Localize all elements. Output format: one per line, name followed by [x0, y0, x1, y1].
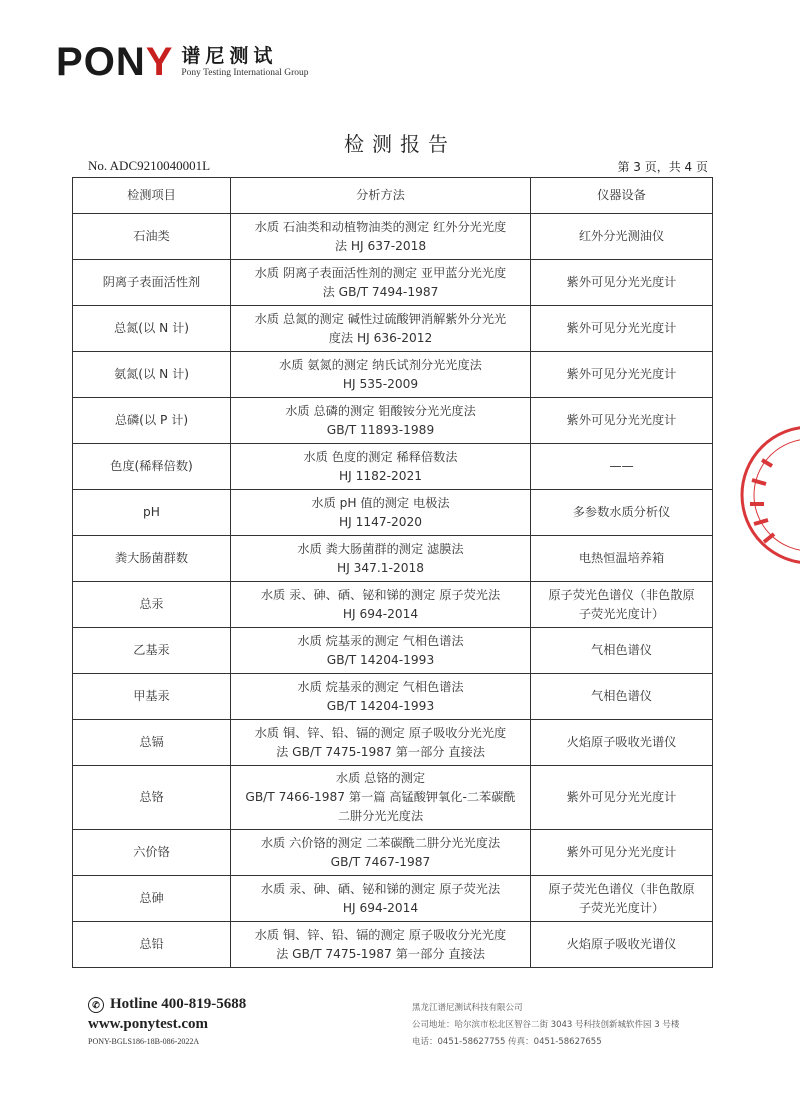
cell-analysis-method: [231, 214, 531, 260]
cell-test-item: 总砷: [73, 876, 231, 922]
method-line: HJ 347.1-2018: [337, 560, 424, 575]
cell-instrument: [531, 444, 713, 490]
method-line: 水质 汞、砷、硒、铋和锑的测定 原子荧光法: [260, 587, 501, 602]
cell-analysis-method: [231, 582, 531, 628]
method-line: HJ 1182-2021: [338, 468, 423, 483]
cell-instrument: [531, 876, 713, 922]
method-line: 水质 总氮的测定 碱性过硫酸钾消解紫外分光光: [254, 311, 507, 326]
logo-english-name: Pony Testing International Group: [181, 68, 309, 79]
method-line: 水质 pH 值的测定 电极法: [311, 495, 450, 510]
table-row: [73, 628, 713, 674]
method-line: 水质 总铬的测定: [335, 771, 426, 785]
cell-analysis-method: [231, 628, 531, 674]
cell-test-item: 乙基汞: [73, 628, 231, 674]
instrument-line: 电热恒温培养箱: [578, 551, 665, 565]
website-text: www.ponytest.com: [88, 1016, 208, 1032]
hotline-text: Hotline 400-819-5688: [110, 996, 247, 1012]
cell-instrument: [531, 214, 713, 260]
logo-text-block: [181, 46, 308, 79]
table-row: [73, 674, 713, 720]
cell-instrument: [531, 260, 713, 306]
method-line: GB/T 14204-1993: [326, 652, 435, 667]
cell-instrument: [531, 628, 713, 674]
instrument-line: 火焰原子吸收光谱仪: [566, 735, 677, 749]
cell-analysis-method: [231, 490, 531, 536]
phone-icon: ✆: [88, 997, 104, 1013]
method-line: 水质 氨氮的测定 纳氏试剂分光光度法: [279, 357, 482, 372]
cell-analysis-method: [231, 876, 531, 922]
method-line: 水质 总磷的测定 钼酸铵分光光度法: [285, 403, 476, 418]
method-line: 法 GB/T 7494-1987: [322, 284, 439, 299]
table-body: [73, 214, 713, 968]
method-line: 水质 阴离子表面活性剂的测定 亚甲蓝分光光度: [254, 265, 507, 280]
method-line: HJ 1147-2020: [338, 514, 423, 529]
logo-letter: O: [83, 40, 116, 84]
header-analysis-method: 分析方法: [231, 178, 531, 214]
instrument-line: 红外分光测油仪: [578, 229, 665, 243]
document-code: PONY-BGLS186-18B-086-2022A: [88, 1037, 200, 1046]
instrument-line: 紫外可见分光光度计: [566, 413, 677, 427]
table-row: [73, 398, 713, 444]
instrument-line: 子荧光光度计）: [578, 900, 665, 915]
cell-instrument: [531, 766, 713, 830]
cell-analysis-method: [231, 352, 531, 398]
instrument-line: 紫外可见分光光度计: [566, 367, 677, 381]
company-address: 公司地址：哈尔滨市松北区智谷二街 3043 号科技创新城软件园 3 号楼: [412, 1020, 680, 1030]
cell-instrument: [531, 398, 713, 444]
cell-analysis-method: [231, 536, 531, 582]
table-row: [73, 260, 713, 306]
company-seal-stamp: [732, 420, 800, 570]
cell-instrument: [531, 720, 713, 766]
footer-company-info: [412, 1000, 679, 1051]
method-line: 水质 烷基汞的测定 气相色谱法: [297, 633, 464, 648]
method-line: 水质 铜、锌、铅、镉的测定 原子吸收分光光度: [254, 725, 507, 740]
instrument-line: 气相色谱仪: [591, 689, 652, 703]
method-line: GB/T 14204-1993: [326, 698, 435, 713]
table-row: [73, 766, 713, 830]
method-line: 水质 粪大肠菌群的测定 滤膜法: [297, 541, 464, 556]
footer-contact: [88, 996, 246, 1046]
cell-test-item: 阴离子表面活性剂: [73, 260, 231, 306]
cell-test-item: 总氮(以 N 计): [73, 306, 231, 352]
cell-test-item: 总镉: [73, 720, 231, 766]
method-line: 水质 汞、砷、硒、铋和锑的测定 原子荧光法: [260, 881, 501, 896]
instrument-line: 子荧光光度计）: [578, 606, 665, 621]
cell-test-item: 氨氮(以 N 计): [73, 352, 231, 398]
instrument-line: 气相色谱仪: [591, 643, 652, 657]
cell-analysis-method: [231, 720, 531, 766]
company-logo: [56, 42, 309, 82]
cell-analysis-method: [231, 922, 531, 968]
cell-instrument: [531, 306, 713, 352]
method-line: 水质 石油类和动植物油类的测定 红外分光光度: [254, 219, 507, 234]
report-number: No. ADC9210040001L: [88, 158, 211, 173]
method-line: 度法 HJ 636-2012: [328, 330, 433, 345]
table-row: [73, 352, 713, 398]
instrument-line: ——: [609, 459, 634, 473]
method-line: GB/T 11893-1989: [326, 422, 435, 437]
table-row: [73, 582, 713, 628]
table-row: [73, 536, 713, 582]
instrument-line: 原子荧光色谱仪（非色散原: [548, 881, 695, 896]
table-row: [73, 922, 713, 968]
report-title: 检测报告: [344, 132, 456, 156]
cell-analysis-method: [231, 444, 531, 490]
logo-chinese-name: 谱尼测试: [181, 44, 278, 67]
cell-test-item: 总铅: [73, 922, 231, 968]
instrument-line: 紫外可见分光光度计: [566, 275, 677, 289]
logo-letter: P: [56, 40, 84, 84]
company-name: 黑龙江谱尼测试科技有限公司: [412, 1003, 523, 1013]
instrument-line: 紫外可见分光光度计: [566, 790, 677, 804]
cell-test-item: pH: [73, 490, 231, 536]
cell-test-item: 石油类: [73, 214, 231, 260]
cell-instrument: [531, 674, 713, 720]
logo-letter: Y: [145, 40, 174, 84]
cell-analysis-method: [231, 830, 531, 876]
cell-instrument: [531, 582, 713, 628]
instrument-line: 紫外可见分光光度计: [566, 321, 677, 335]
cell-instrument: [531, 490, 713, 536]
table-row: [73, 306, 713, 352]
cell-test-item: 粪大肠菌群数: [73, 536, 231, 582]
table-row: [73, 830, 713, 876]
cell-instrument: [531, 830, 713, 876]
table-row: [73, 876, 713, 922]
method-line: 法 HJ 637-2018: [334, 238, 427, 253]
cell-test-item: 总汞: [73, 582, 231, 628]
logo-letters: [56, 42, 173, 82]
cell-instrument: [531, 352, 713, 398]
instrument-line: 原子荧光色谱仪（非色散原: [548, 587, 695, 602]
cell-instrument: [531, 536, 713, 582]
header-test-item: 检测项目: [73, 178, 231, 214]
table-row: [73, 444, 713, 490]
logo-wordmark: [56, 42, 173, 82]
method-line: GB/T 7467-1987: [330, 854, 431, 869]
method-line: 水质 铜、锌、铅、镉的测定 原子吸收分光光度: [254, 927, 507, 942]
header-instrument: 仪器设备: [531, 178, 713, 214]
method-line: HJ 694-2014: [342, 606, 419, 621]
cell-instrument: [531, 922, 713, 968]
method-line: 水质 色度的测定 稀释倍数法: [303, 449, 458, 464]
method-line: 法 GB/T 7475-1987 第一部分 直接法: [276, 946, 485, 961]
cell-test-item: 六价铬: [73, 830, 231, 876]
cell-test-item: 甲基汞: [73, 674, 231, 720]
table-row: [73, 214, 713, 260]
method-line: 法 GB/T 7475-1987 第一部分 直接法: [276, 744, 485, 759]
cell-analysis-method: [231, 306, 531, 352]
method-line: 水质 六价铬的测定 二苯碳酰二肼分光光度法: [260, 835, 501, 850]
cell-test-item: 总铬: [73, 766, 231, 830]
method-line: HJ 694-2014: [342, 900, 419, 915]
instrument-line: 火焰原子吸收光谱仪: [566, 937, 677, 951]
table-row: [73, 490, 713, 536]
hotline-line: [88, 996, 246, 1013]
seal-graphic: [732, 420, 800, 570]
cell-test-item: 总磷(以 P 计): [73, 398, 231, 444]
cell-analysis-method: [231, 260, 531, 306]
table-row: [73, 720, 713, 766]
instrument-line: 紫外可见分光光度计: [566, 845, 677, 859]
cell-test-item: 色度(稀释倍数): [73, 444, 231, 490]
method-line: 水质 烷基汞的测定 气相色谱法: [297, 679, 464, 694]
table-header-row: [73, 178, 713, 214]
method-line: GB/T 7466-1987 第一篇 高锰酸钾氧化-二苯碳酰: [245, 790, 516, 804]
method-line: HJ 535-2009: [342, 376, 419, 391]
instrument-line: 多参数水质分析仪: [572, 505, 671, 519]
method-line: 二肼分光光度法: [337, 809, 424, 823]
cell-analysis-method: [231, 766, 531, 830]
company-phone-fax: 电话：0451-58627755 传真：0451-58627655: [412, 1037, 602, 1047]
page-indicator: 第 3 页，共 4 页: [617, 160, 708, 174]
test-methods-table: [72, 177, 713, 968]
logo-letter: N: [115, 40, 146, 84]
cell-analysis-method: [231, 674, 531, 720]
cell-analysis-method: [231, 398, 531, 444]
